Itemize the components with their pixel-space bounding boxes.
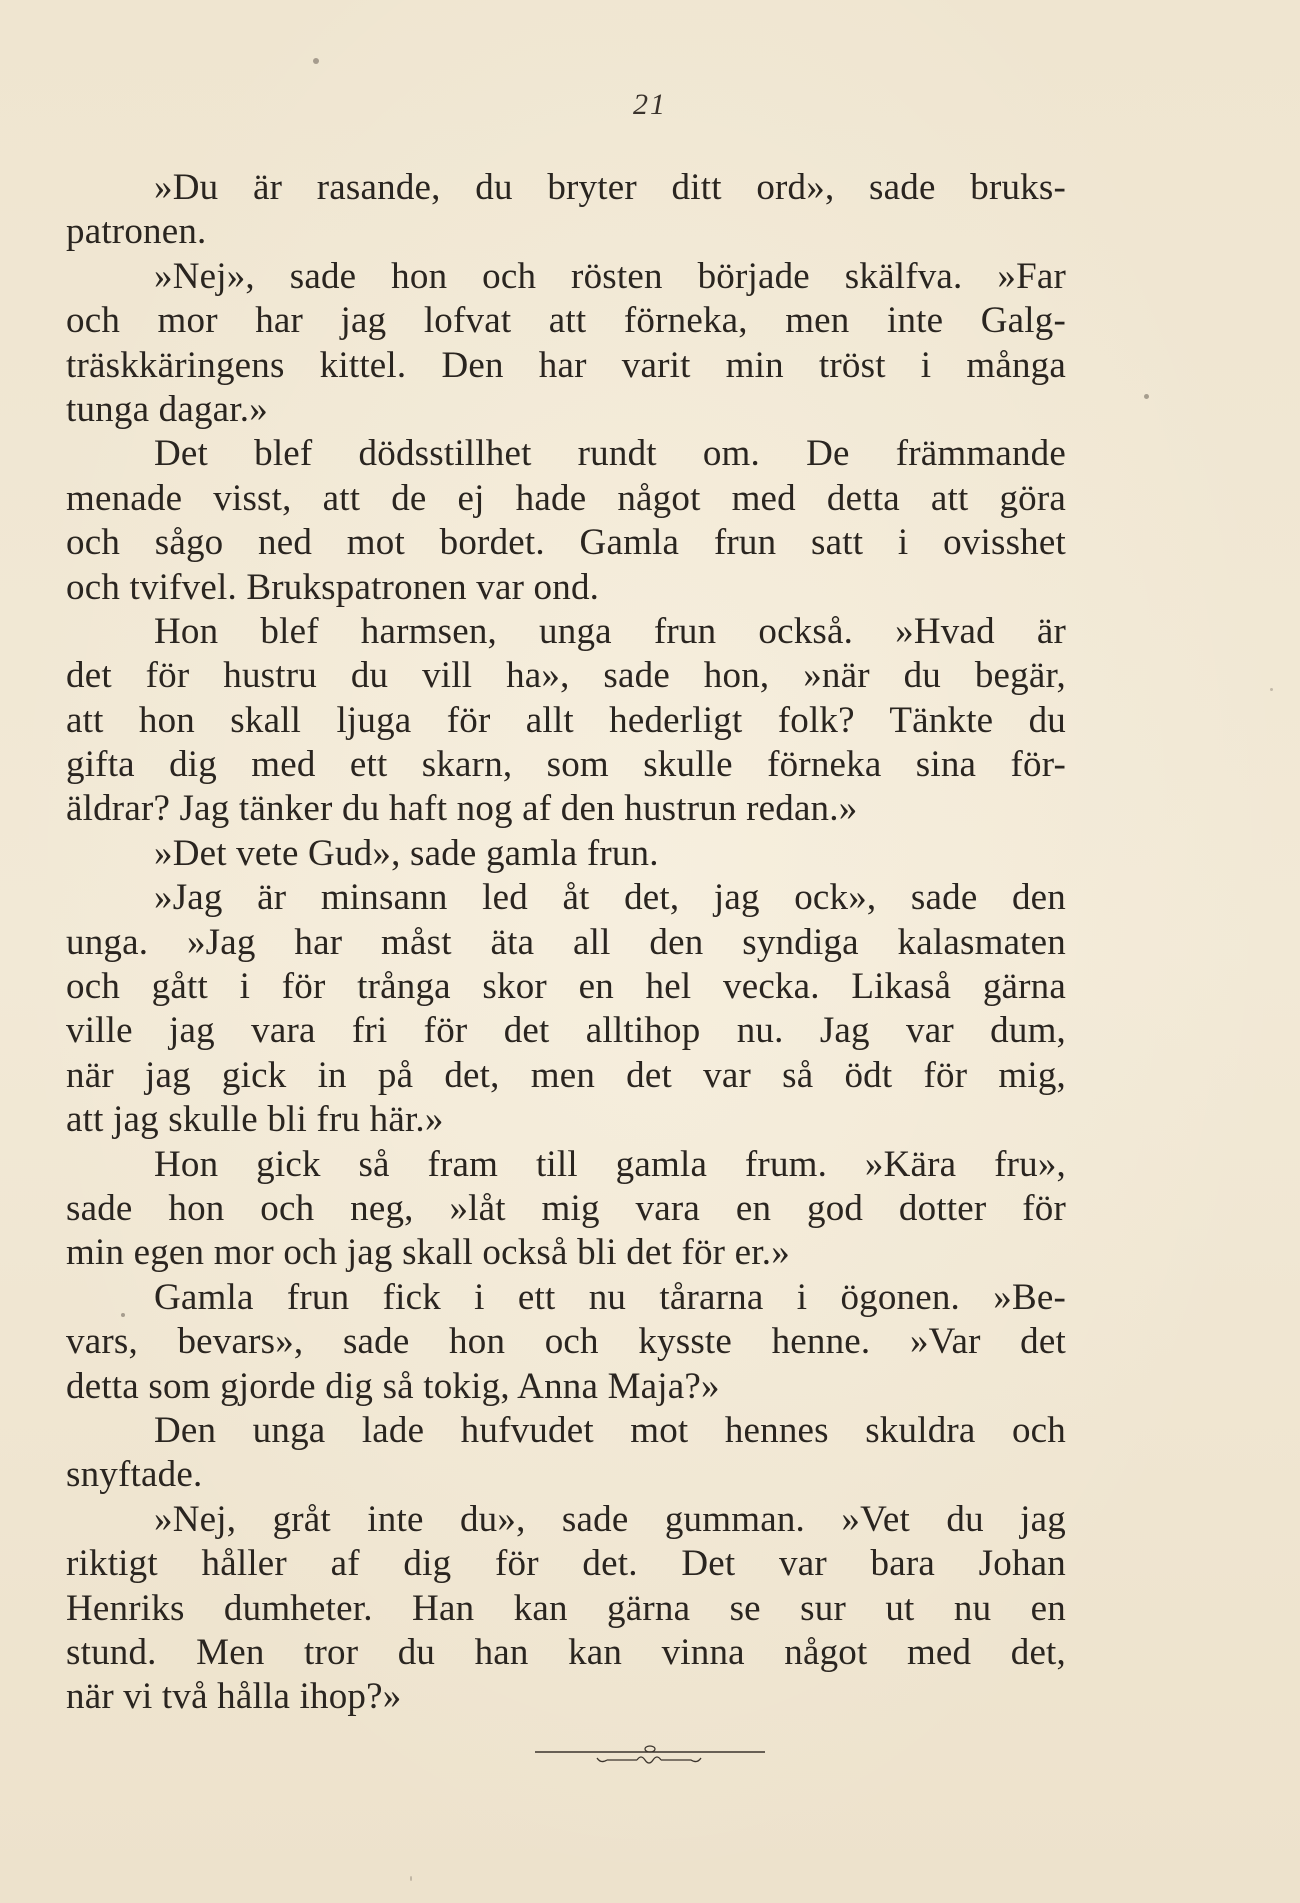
text-line: stund. Men tror du han kan vinna något med det, [66, 1631, 1066, 1673]
text-line: »Nej», sade hon och rösten började skälfva. »Far [154, 255, 1066, 297]
text-line: träskkäringens kittel. Den har varit min tröst i många [66, 344, 1066, 386]
text-line: och gått i för trånga skor en hel vecka. Likaså gärna [66, 966, 1066, 1008]
text-line: och sågo ned mot bordet. Gamla frun satt i ovisshet [66, 522, 1066, 564]
text-line: att hon skall ljuga för allt hederligt folk? Tänkte du [66, 699, 1066, 741]
text-line: att jag skulle bli fru här.» [66, 1099, 444, 1141]
text-line: snyftade. [66, 1454, 203, 1496]
text-line: tunga dagar.» [66, 388, 268, 430]
text-line: vars, bevars», sade hon och kysste henne. »Var det [66, 1321, 1066, 1363]
text-line: patronen. [66, 211, 207, 253]
text-line: riktigt håller af dig för det. Det var bara Johan [66, 1543, 1066, 1585]
body-text [66, 166, 1066, 1720]
paper-speck [121, 1313, 125, 1317]
text-line: det för hustru du vill ha», sade hon, »när du begär, [66, 655, 1066, 697]
end-ornament [0, 1744, 1300, 1770]
text-line: min egen mor och jag skall också bli det för er.» [66, 1232, 790, 1274]
paper-speck [1144, 394, 1149, 399]
text-line: Det blef dödsstillhet rundt om. De främmande [154, 433, 1066, 475]
text-line: unga. »Jag har måst äta all den syndiga kalasmaten [66, 921, 1066, 963]
text-line: Gamla frun fick i ett nu tårarna i ögonen. »Be- [154, 1276, 1066, 1318]
text-line: »Jag är minsann led åt det, jag ock», sade den [154, 877, 1066, 919]
text-line: »Du är rasande, du bryter ditt ord», sade bruks- [154, 167, 1066, 208]
text-line: och mor har jag lofvat att förneka, men inte Galg- [66, 300, 1066, 342]
text-line: Hon blef harmsen, unga frun också. »Hvad är [154, 610, 1066, 652]
text-line: när jag gick in på det, men det var så ödt för mig, [66, 1054, 1066, 1096]
text-line: menade visst, att de ej hade något med detta att göra [66, 477, 1066, 519]
text-line: »Det vete Gud», sade gamla frun. [154, 832, 659, 874]
paper-speck [1270, 688, 1273, 691]
text-line: när vi två hålla ihop?» [66, 1676, 402, 1718]
text-line: och tvifvel. Brukspatronen var ond. [66, 566, 600, 608]
text-line: Henriks dumheter. Han kan gärna se sur ut nu en [66, 1587, 1066, 1629]
text-line: detta som gjorde dig så tokig, Anna Maja?» [66, 1365, 720, 1407]
text-line: Den unga lade hufvudet mot hennes skuldra och [154, 1409, 1066, 1451]
text-line: Hon gick så fram till gamla frum. »Kära fru», [154, 1143, 1066, 1185]
text-line: sade hon och neg, »låt mig vara en god dotter för [66, 1187, 1066, 1229]
text-line: ville jag vara fri för det alltihop nu. Jag var dum, [66, 1010, 1066, 1052]
text-line: gifta dig med ett skarn, som skulle förneka sina för- [66, 744, 1066, 786]
ornament-rule-icon [535, 1744, 765, 1770]
text-line: »Nej, gråt inte du», sade gumman. »Vet du jag [154, 1498, 1066, 1540]
paper-speck [313, 58, 319, 64]
page-number: 21 [633, 88, 667, 121]
paper-speck [410, 1876, 412, 1881]
text-line: äldrar? Jag tänker du haft nog af den hustrun redan.» [66, 788, 858, 830]
